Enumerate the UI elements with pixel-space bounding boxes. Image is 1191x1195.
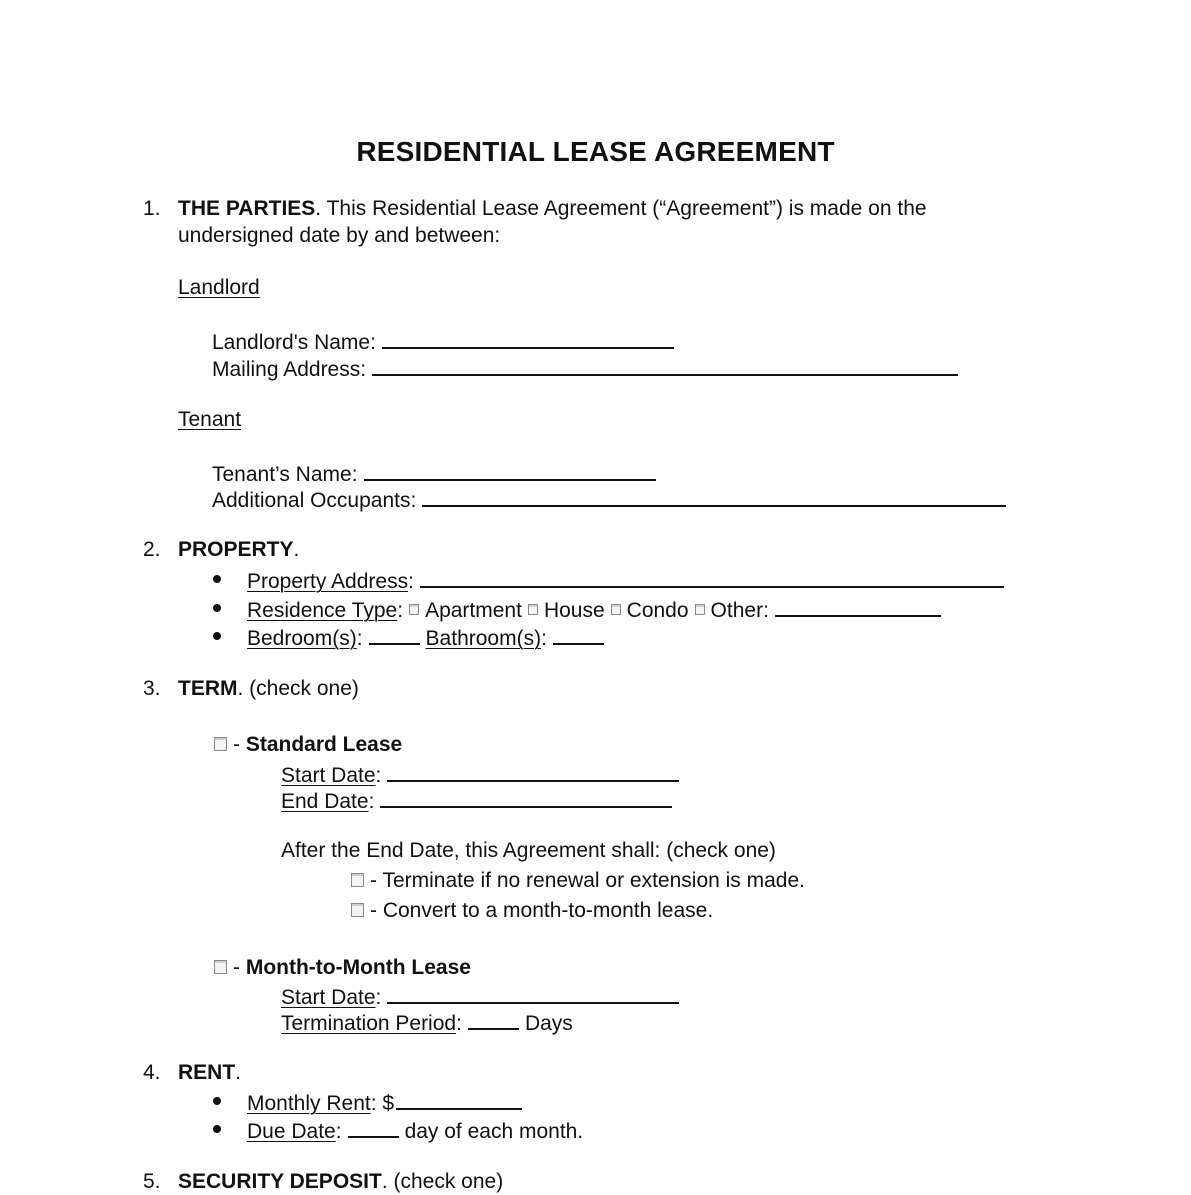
- section-number: 1.: [143, 197, 161, 220]
- standard-start-date-field[interactable]: [387, 760, 679, 782]
- other-residence-field[interactable]: [775, 595, 941, 617]
- bedrooms-label: Bedroom(s): [247, 627, 357, 650]
- rent-heading: RENT: [178, 1061, 236, 1084]
- option-apartment-label: Apartment: [425, 599, 522, 622]
- colon: :: [456, 1012, 462, 1035]
- security-deposit-heading-row: [178, 1169, 503, 1195]
- landlord-address-field[interactable]: [372, 354, 958, 376]
- heading-period: .: [235, 1061, 242, 1084]
- colon: :: [375, 986, 382, 1009]
- standard-lease-row: [214, 732, 402, 758]
- bullet-icon: [213, 1097, 221, 1105]
- rooms-row: [247, 623, 604, 652]
- landlord-address-row: [212, 354, 958, 383]
- term-heading: TERM: [178, 677, 238, 700]
- bathrooms-label: Bathroom(s): [425, 627, 542, 650]
- checkbox-convert[interactable]: [351, 903, 364, 917]
- parties-intro-line2: undersigned date by and between:: [178, 224, 501, 247]
- terminate-label: Terminate if no renewal or extension is made.: [382, 869, 805, 892]
- standard-lease-label: Standard Lease: [245, 733, 403, 756]
- bedrooms-field[interactable]: [369, 623, 420, 645]
- option-condo-label: Condo: [626, 599, 689, 622]
- heading-period: .: [293, 538, 300, 561]
- colon: :: [408, 570, 414, 593]
- property-address-row: [247, 566, 1004, 595]
- option-house-label: House: [543, 599, 605, 622]
- bullet-icon: [213, 632, 221, 640]
- section-number: 3.: [143, 677, 161, 700]
- dash: -: [233, 956, 246, 979]
- additional-occupants-field[interactable]: [422, 485, 1006, 507]
- security-deposit-heading: SECURITY DEPOSIT: [178, 1170, 382, 1193]
- dash: -: [370, 869, 383, 892]
- colon: :: [335, 1120, 342, 1143]
- mtm-start-date-field[interactable]: [387, 982, 679, 1004]
- tenant-name-row: [212, 459, 656, 488]
- termination-unit: Days: [524, 1012, 573, 1035]
- colon: :: [541, 627, 547, 650]
- parties-intro-text: . This Residential Lease Agreement (“Agreement”) is made on the: [315, 197, 927, 220]
- bathrooms-field[interactable]: [553, 623, 604, 645]
- property-address-label: Property Address: [247, 570, 409, 593]
- residence-type-row: [247, 595, 941, 624]
- property-heading-row: [178, 537, 299, 563]
- section-number: 2.: [143, 538, 161, 561]
- colon: :: [370, 1092, 377, 1115]
- landlord-name-field[interactable]: [382, 327, 674, 349]
- standard-end-label: End Date: [281, 790, 369, 813]
- colon: :: [375, 764, 382, 787]
- monthly-rent-label: Monthly Rent: [247, 1092, 371, 1115]
- monthly-rent-row: [247, 1088, 522, 1117]
- security-deposit-note: . (check one): [381, 1170, 504, 1193]
- colon: :: [356, 627, 363, 650]
- convert-label: Convert to a month-to-month lease.: [382, 899, 714, 922]
- termination-period-label: Termination Period: [281, 1012, 457, 1035]
- bullet-icon: [213, 604, 221, 612]
- additional-occupants-label: Additional Occupants:: [212, 489, 417, 512]
- option-other-label: Other:: [710, 599, 769, 622]
- standard-start-row: [281, 760, 679, 789]
- colon: :: [368, 790, 375, 813]
- checkbox-standard-lease[interactable]: [214, 737, 227, 751]
- standard-start-label: Start Date: [281, 764, 376, 787]
- section-number: 5.: [143, 1170, 161, 1193]
- landlord-name-label: Landlord's Name:: [212, 331, 376, 354]
- due-date-suffix: day of each month.: [404, 1120, 584, 1143]
- bullet-icon: [213, 1125, 221, 1133]
- parties-intro-line1: [178, 196, 927, 222]
- landlord-address-label: Mailing Address:: [212, 358, 367, 381]
- bullet-icon: [213, 575, 221, 583]
- checkbox-month-to-month[interactable]: [214, 960, 227, 974]
- due-date-label: Due Date: [247, 1120, 336, 1143]
- standard-end-row: [281, 786, 672, 815]
- tenant-heading: Tenant: [178, 408, 242, 431]
- landlord-name-row: [212, 327, 674, 356]
- colon: :: [397, 599, 404, 622]
- checkbox-terminate[interactable]: [351, 873, 364, 887]
- property-address-field[interactable]: [420, 566, 1004, 588]
- parties-heading: THE PARTIES: [178, 197, 316, 220]
- termination-period-field[interactable]: [468, 1008, 519, 1030]
- after-end-date-text: After the End Date, this Agreement shall: (check one): [281, 839, 776, 862]
- termination-period-row: [281, 1008, 573, 1037]
- mtm-start-label: Start Date: [281, 986, 376, 1009]
- dash: -: [233, 733, 246, 756]
- month-to-month-row: [214, 955, 471, 981]
- due-date-row: [247, 1116, 583, 1145]
- tenant-name-label: Tenant’s Name:: [212, 463, 358, 486]
- standard-end-date-field[interactable]: [380, 786, 672, 808]
- after-option-terminate: [351, 868, 805, 894]
- dash: -: [370, 899, 383, 922]
- checkbox-other[interactable]: [695, 604, 705, 615]
- checkbox-house[interactable]: [528, 604, 538, 615]
- currency-symbol: $: [382, 1092, 395, 1115]
- term-heading-note: . (check one): [237, 677, 359, 700]
- landlord-heading: Landlord: [178, 276, 260, 299]
- section-number: 4.: [143, 1061, 161, 1084]
- additional-occupants-row: [212, 485, 1006, 514]
- checkbox-apartment[interactable]: [409, 604, 419, 615]
- month-to-month-label: Month-to-Month Lease: [245, 956, 471, 979]
- mtm-start-row: [281, 982, 679, 1011]
- residence-type-label: Residence Type: [247, 599, 398, 622]
- due-date-field[interactable]: [348, 1116, 399, 1138]
- after-option-convert: [351, 898, 713, 924]
- property-heading: PROPERTY: [178, 538, 294, 561]
- checkbox-condo[interactable]: [611, 604, 621, 615]
- term-heading-row: [178, 676, 359, 702]
- document-title: RESIDENTIAL LEASE AGREEMENT: [356, 136, 835, 167]
- rent-heading-row: [178, 1060, 241, 1086]
- monthly-rent-field[interactable]: [396, 1088, 522, 1110]
- tenant-name-field[interactable]: [364, 459, 656, 481]
